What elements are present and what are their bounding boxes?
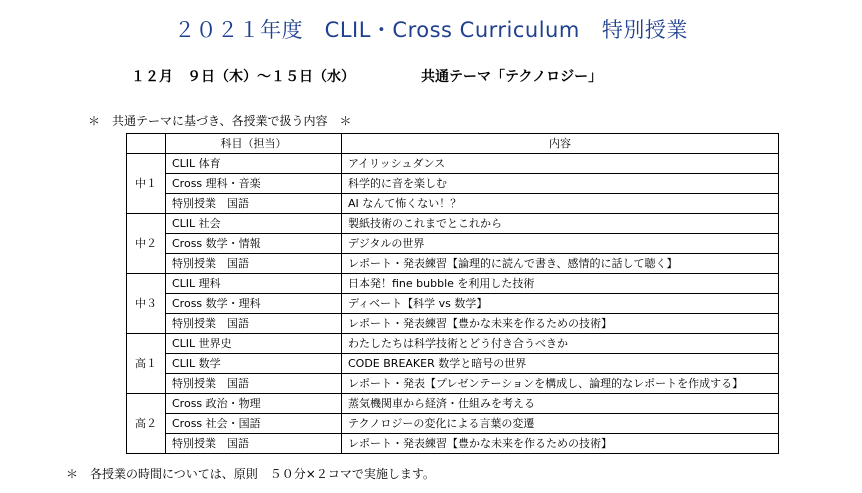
content-cell: レポート・発表練習【論理的に読んで書き、感情的に話して聴く】 [342, 254, 779, 274]
table-header-row [127, 134, 779, 154]
subject-cell: CLIL 数学 [166, 354, 342, 374]
content-cell: 日本発！fine bubble を利用した技術 [342, 274, 779, 294]
curriculum-table [126, 133, 779, 454]
subject-cell: 特別授業 国語 [166, 254, 342, 274]
content-header: 内容 [342, 134, 779, 154]
subject-cell: CLIL 社会 [166, 214, 342, 234]
subject-cell: CLIL 体育 [166, 154, 342, 174]
page-title [0, 14, 862, 44]
subject-cell: 特別授業 国語 [166, 374, 342, 394]
content-cell: CODE BREAKER 数学と暗号の世界 [342, 354, 779, 374]
content-cell: レポート・発表練習【豊かな未来を作るための技術】 [342, 314, 779, 334]
subject-cell: 特別授業 国語 [166, 194, 342, 214]
content-cell: テクノロジーの変化による言葉の変遷 [342, 414, 779, 434]
grade-cell: 中２ [127, 214, 166, 274]
content-cell: ディベート【科学 vs 数学】 [342, 294, 779, 314]
table-row [127, 234, 779, 254]
content-cell: 蒸気機関車から経済・仕組みを考える [342, 394, 779, 414]
table-row [127, 434, 779, 454]
table-row [127, 334, 779, 354]
subject-cell: Cross 理科・音楽 [166, 174, 342, 194]
table-row [127, 294, 779, 314]
table-row [127, 314, 779, 334]
content-cell: 製紙技術のこれまでとこれから [342, 214, 779, 234]
content-cell: わたしたちは科学技術とどう付き合うべきか [342, 334, 779, 354]
subject-cell: 特別授業 国語 [166, 314, 342, 334]
grade-cell: 高１ [127, 334, 166, 394]
footnote: ＊ 各授業の時間については、原則 ５０分×２コマで実施します。 [66, 467, 435, 481]
subject-cell: 特別授業 国語 [166, 434, 342, 454]
table-body [127, 154, 779, 454]
content-cell: アイリッシュダンス [342, 154, 779, 174]
content-cell: レポート・発表練習【豊かな未来を作るための技術】 [342, 434, 779, 454]
intro-note: ＊ 共通テーマに基づき、各授業で扱う内容 ＊ [88, 114, 352, 128]
table-row [127, 374, 779, 394]
subject-cell: Cross 社会・国語 [166, 414, 342, 434]
page-title-main: ２０２１年度 CLIL・Cross Curriculum [174, 18, 580, 42]
table-row [127, 214, 779, 234]
table-row [127, 194, 779, 214]
content-cell: AI なんて怖くない！？ [342, 194, 779, 214]
grade-cell: 中１ [127, 154, 166, 214]
subject-cell: Cross 数学・情報 [166, 234, 342, 254]
subject-cell: Cross 数学・理科 [166, 294, 342, 314]
common-theme: 共通テーマ「テクノロジー」 [421, 69, 603, 85]
table-row [127, 414, 779, 434]
table-row [127, 174, 779, 194]
content-cell: レポート・発表【プレゼンテーションを構成し、論理的なレポートを作成する】 [342, 374, 779, 394]
grade-cell: 中３ [127, 274, 166, 334]
table-row [127, 394, 779, 414]
content-cell: デジタルの世界 [342, 234, 779, 254]
subject-cell: Cross 政治・物理 [166, 394, 342, 414]
subject-header: 科目（担当） [166, 134, 342, 154]
grade-cell: 高２ [127, 394, 166, 454]
page-title-sub: 特別授業 [601, 18, 688, 42]
subject-cell: CLIL 理科 [166, 274, 342, 294]
date-range: １２月 ９日（木）～１５日（水） [131, 69, 355, 85]
subject-cell: CLIL 世界史 [166, 334, 342, 354]
table-row [127, 354, 779, 374]
grade-header [127, 134, 166, 154]
table-row [127, 254, 779, 274]
content-cell: 科学的に音を楽しむ [342, 174, 779, 194]
table-row [127, 154, 779, 174]
table-row [127, 274, 779, 294]
